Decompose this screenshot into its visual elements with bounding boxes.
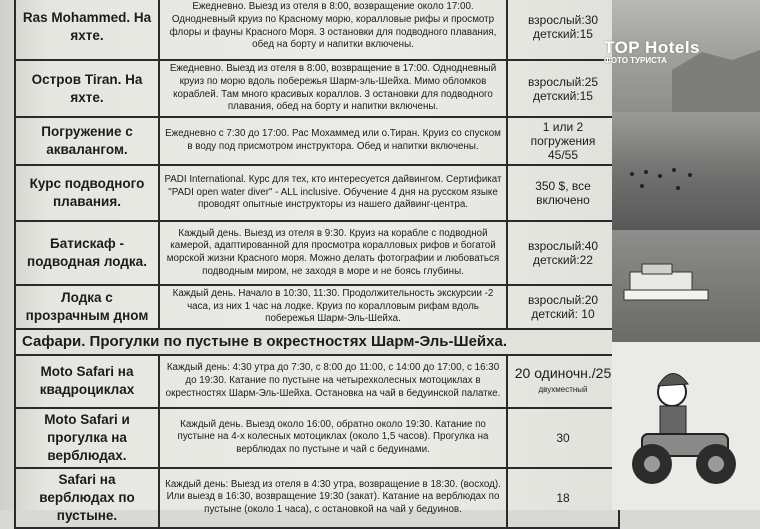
excursion-description: Ежедневно с 7:30 до 17:00. Рас Мохаммед или о.Тиран. Круиз со спуском в воду под присмотром инструктора. Обед и напитки включены. bbox=[159, 117, 507, 165]
table-row bbox=[15, 355, 619, 408]
price-dives: 1 или 2 погружения bbox=[530, 120, 596, 148]
excursion-description: Каждый день: 4:30 утра до 7:30, с 8:00 до 11:00, с 14:00 до 17:00, с 16:30 до 19:30. Катание по пустыне на четырехколесных мотоциклах в окрестностях Шарм-Эль-Шейха. Остановка на чай в бедуинской палатке. bbox=[159, 355, 507, 408]
price-note: включено bbox=[536, 193, 590, 207]
atv-drawing bbox=[612, 342, 760, 510]
excursion-price: 18 bbox=[507, 468, 619, 528]
price-adult: взрослый:20 bbox=[527, 292, 599, 307]
price-child: детский:22 bbox=[533, 253, 593, 267]
excursion-price bbox=[507, 285, 619, 329]
price-child: детский: 10 bbox=[531, 306, 595, 321]
excursion-name: Лодка с прозрачным дном bbox=[15, 285, 159, 329]
excursion-description: Каждый день. Выезд около 16:00, обратно около 19:30. Катание по пустыне на 4-х колесных мотоциклах (около 1,5 часов). Прогулка на верблюдах по пустыне и чай с бедуинами. bbox=[159, 408, 507, 468]
table-row bbox=[15, 468, 619, 528]
section-row bbox=[15, 329, 619, 355]
excursion-name: Moto Safari и прогулка на верблюдах. bbox=[15, 408, 159, 468]
price-main: 20 одиночн./25 bbox=[514, 364, 612, 381]
excursion-description: Ежедневно. Выезд из отеля в 8:00, возвращение в 17:00. Однодневный круиз по морю вдоль побережья Шарм-эль-Шейха. Мимо обломков кораблей. Там много красивых кораллов. 3 остановки для подводного плавания, обед на борту и напитки включены. bbox=[159, 60, 507, 117]
price-child: детский:15 bbox=[533, 88, 593, 103]
excursion-name: Moto Safari на квадроциклах bbox=[15, 355, 159, 408]
price-values: 45/55 bbox=[547, 148, 579, 162]
boat-icon bbox=[612, 230, 760, 342]
price-note: двухместный bbox=[538, 384, 588, 394]
excursion-name: Остров Tiran. На яхте. bbox=[15, 60, 159, 117]
table-row bbox=[15, 221, 619, 285]
excursion-name: Погружение с аквалангом. bbox=[15, 117, 159, 165]
table-row bbox=[15, 285, 619, 329]
excursion-description: Каждый день: Выезд из отеля в 4:30 утра, возвращение в 18:30. (восход). Или выезд в 16:30, возвращение 19:30 (закат). Катание на верблюдах по пустыне (около 1 часа), с остановкой на чай у бедуинов. bbox=[159, 468, 507, 528]
table-row bbox=[15, 165, 619, 221]
excursion-name: Ras Mohammed. На яхте. bbox=[15, 0, 159, 60]
swimmers-icon bbox=[612, 112, 760, 230]
watermark-brand: TOP Hotels bbox=[604, 38, 701, 57]
atv-rider-icon bbox=[612, 342, 760, 510]
excursion-name: Safari на верблюдах по пустыне. bbox=[15, 468, 159, 528]
excursion-price bbox=[507, 165, 619, 221]
excursion-price: 30 bbox=[507, 408, 619, 468]
price-adult: взрослый:25 bbox=[527, 74, 599, 89]
table-row bbox=[15, 117, 619, 165]
excursion-description: Каждый день. Выезд из отеля в 9:30. Круиз на корабле с подводной камерой, адаптированной для просмотра коралловых рифов и богатой морской жизни Красного моря. Можно делать фотографии и любоваться подводным миром, не заходя в море и не боясь глубины. bbox=[159, 221, 507, 285]
divers-photo bbox=[612, 112, 760, 230]
table-row bbox=[15, 60, 619, 117]
watermark-caption: ФОТО ТУРИСТА bbox=[604, 56, 667, 65]
price-child: детский:15 bbox=[533, 26, 593, 41]
excursions-table bbox=[14, 0, 620, 529]
price-main: 350 $, все bbox=[535, 179, 591, 193]
excursion-price bbox=[507, 0, 619, 60]
excursion-name: Курс подводного плавания. bbox=[15, 165, 159, 221]
excursion-description: Ежедневно. Выезд из отеля в 8:00, возвращение около 17:00. Однодневный круиз по Красному морю, коралловые рифы и просмотр флоры и фауны Красного Моря. 3 остановки для подводного плавания, обед на борту и напитки включены. bbox=[159, 0, 507, 60]
section-heading: Сафари. Прогулки по пустыне в окрестностях Шарм-Эль-Шейха. bbox=[15, 329, 619, 355]
boat-photo bbox=[612, 230, 760, 342]
table-row bbox=[15, 0, 619, 60]
tophotels-watermark bbox=[604, 38, 724, 86]
excursion-price bbox=[507, 221, 619, 285]
excursion-price bbox=[507, 117, 619, 165]
excursion-description: Каждый день. Начало в 10:30, 11:30. Продолжительность экскурсии -2 часа, из них 1 час на лодке. Круиз по коралловым рифам вдоль побережья Шарм-Эль-Шейха. bbox=[159, 285, 507, 329]
excursion-price bbox=[507, 355, 619, 408]
price-adult: взрослый:30 bbox=[527, 12, 599, 27]
excursion-name: Батискаф - подводная лодка. bbox=[15, 221, 159, 285]
excursion-description: PADI International. Курс для тех, кто интересуется дайвингом. Сертификат "PADI open water diver" - ALL inclusive. Обучение 4 дня на русском языке проводят опытные инструкторы из нашего дайвинг-центра. bbox=[159, 165, 507, 221]
price-adult: взрослый:40 bbox=[527, 239, 599, 253]
excursion-price bbox=[507, 60, 619, 117]
table-row bbox=[15, 408, 619, 468]
